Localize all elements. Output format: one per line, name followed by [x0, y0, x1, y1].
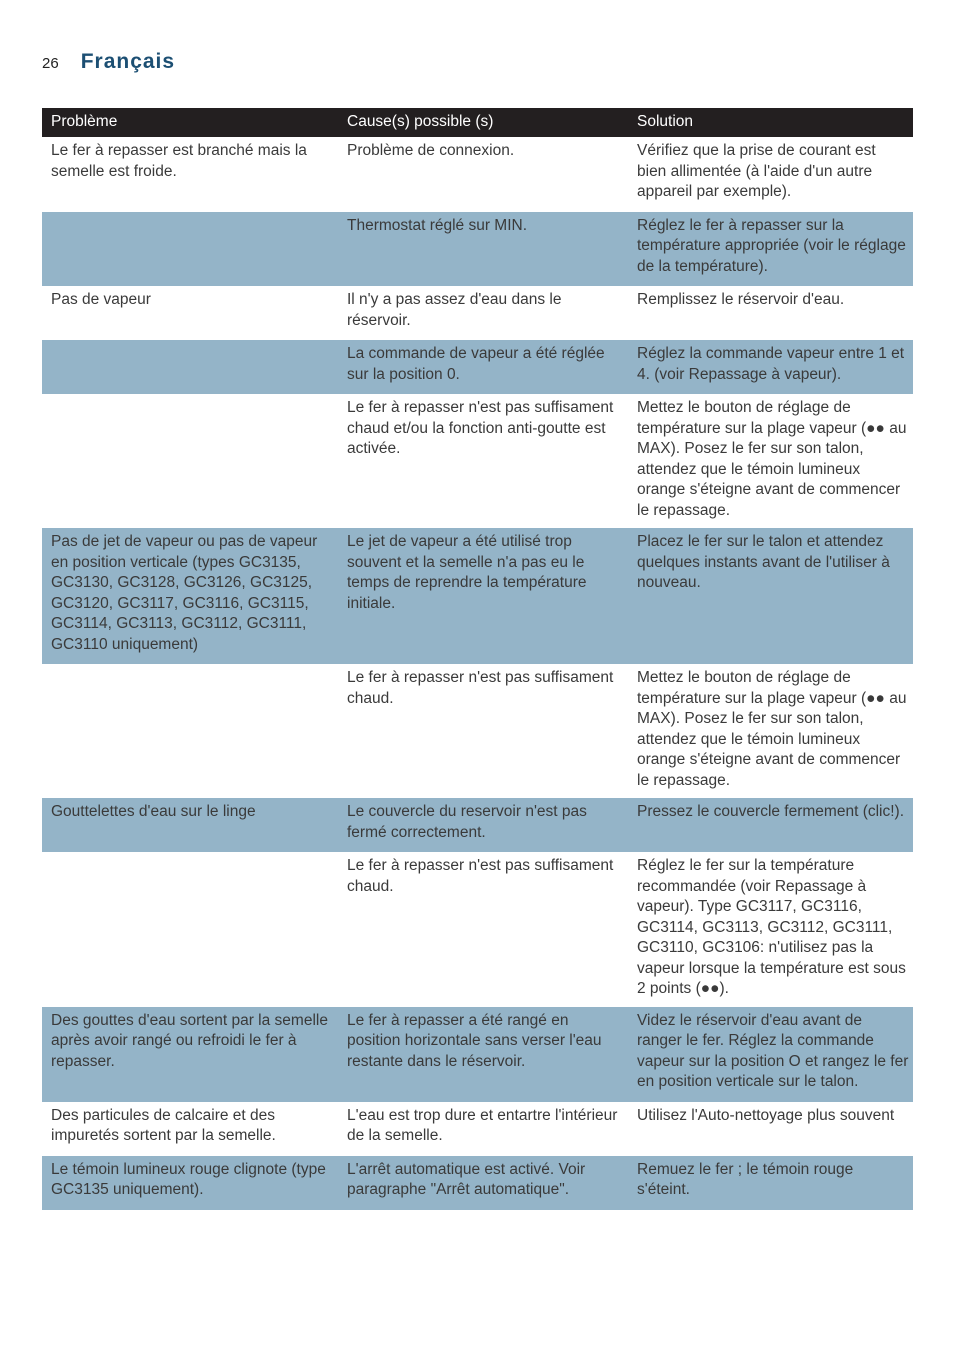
table-row	[42, 212, 913, 287]
table-row	[42, 798, 913, 852]
table-row	[42, 137, 913, 212]
problem-cell: Des particules de calcaire et des impuretés sortent par la semelle.	[51, 1106, 276, 1144]
problem-cell: Pas de jet de vapeur ou pas de vapeur en position verticale (types GC3135, GC3130, GC3128, GC3126, GC3125, GC3120, GC3117, GC3116, GC3115, GC3114, GC3113, GC3112, GC3111, GC3110 uniquement)	[42, 528, 338, 664]
table-row	[42, 286, 913, 340]
solution-cell: Remuez le fer ; le témoin rouge s'éteint.	[628, 1156, 913, 1210]
solution-cell: Remplissez le réservoir d'eau.	[637, 291, 845, 308]
cause-cell: Le fer à repasser a été rangé en position horizontale sans verser l'eau restante dans le réservoir.	[338, 1007, 628, 1102]
problem-cell: Le fer à repasser est branché mais la semelle est froide.	[51, 142, 307, 180]
problem-cell	[42, 852, 338, 1007]
cause-cell: La commande de vapeur a été réglée sur la position 0.	[338, 340, 628, 394]
problem-cell	[42, 664, 338, 798]
table-row	[42, 1156, 913, 1210]
solution-cell: Mettez le bouton de réglage de température sur la plage vapeur (●● au MAX). Posez le fer sur son talon, attendez que le témoin lumineux orange s'éteigne avant de commencer le repassage.	[637, 669, 907, 789]
problem-cell: Des gouttes d'eau sortent par la semelle après avoir rangé ou refroidi le fer à repasser.	[42, 1007, 338, 1102]
cause-cell: Le fer à repasser n'est pas suffisament chaud.	[347, 669, 614, 707]
cause-cell: Le couvercle du reservoir n'est pas fermé correctement.	[338, 798, 628, 852]
problem-cell: Pas de vapeur	[51, 291, 151, 308]
column-header-solution: Solution	[628, 108, 913, 137]
table-row	[42, 1007, 913, 1102]
table-row	[42, 852, 913, 1007]
solution-cell: Réglez la commande vapeur entre 1 et 4. (voir Repassage à vapeur).	[628, 340, 913, 394]
column-header-cause: Cause(s) possible (s)	[338, 108, 628, 137]
cause-cell: Le jet de vapeur a été utilisé trop souvent et la semelle n'a pas eu le temps de reprendre la température initiale.	[338, 528, 628, 664]
solution-cell: Videz le réservoir d'eau avant de ranger le fer. Réglez la commande vapeur sur la position O et rangez le fer en position verticale sur le talon.	[628, 1007, 913, 1102]
cause-cell: Il n'y a pas assez d'eau dans le réservoir.	[347, 291, 562, 329]
cause-cell: Le fer à repasser n'est pas suffisament chaud.	[347, 857, 614, 895]
problem-cell	[42, 394, 338, 528]
solution-cell: Mettez le bouton de réglage de température sur la plage vapeur (●● au MAX). Posez le fer sur son talon, attendez que le témoin lumineux orange s'éteigne avant de commencer le repassage.	[637, 399, 907, 519]
cause-cell: Thermostat réglé sur MIN.	[338, 212, 628, 287]
table-row	[42, 664, 913, 798]
solution-cell: Réglez le fer à repasser sur la température appropriée (voir le réglage de la température).	[628, 212, 913, 287]
cause-cell: Le fer à repasser n'est pas suffisament chaud et/ou la fonction anti-goutte est activée.	[347, 399, 614, 457]
language-title: Français	[80, 50, 176, 73]
cause-cell: L'eau est trop dure et entartre l'intérieur de la semelle.	[347, 1106, 618, 1144]
table-row	[42, 1102, 913, 1156]
troubleshooting-table	[42, 108, 913, 1210]
column-header-problem: Problème	[42, 108, 338, 137]
table-header-row	[42, 108, 913, 137]
solution-cell: Placez le fer sur le talon et attendez quelques instants avant de l'utiliser à nouveau.	[628, 528, 913, 664]
solution-cell: Vérifiez que la prise de courant est bien allimentée (à l'aide d'un autre appareil par exemple).	[637, 142, 876, 200]
solution-cell: Pressez le couvercle fermement (clic!).	[628, 798, 913, 852]
problem-cell	[42, 340, 338, 394]
page-number: 26	[42, 55, 59, 72]
solution-cell: Utilisez l'Auto-nettoyage plus souvent	[637, 1106, 895, 1124]
table-row	[42, 340, 913, 394]
cause-cell: Problème de connexion.	[347, 142, 515, 159]
cause-cell: L'arrêt automatique est activé. Voir paragraphe "Arrêt automatique".	[338, 1156, 628, 1210]
table-row	[42, 528, 913, 664]
solution-cell: Réglez le fer sur la température recommandée (voir Repassage à vapeur). Type GC3117, GC3116, GC3114, GC3113, GC3112, GC3111, GC3110, GC3106: n'utilisez pas la vapeur lorsque la température est sous 2 points (●●).	[637, 857, 906, 997]
problem-cell: Gouttelettes d'eau sur le linge	[42, 798, 338, 852]
problem-cell	[42, 212, 338, 287]
page-header	[42, 50, 175, 74]
table-row	[42, 394, 913, 528]
problem-cell: Le témoin lumineux rouge clignote (type GC3135 uniquement).	[42, 1156, 338, 1210]
